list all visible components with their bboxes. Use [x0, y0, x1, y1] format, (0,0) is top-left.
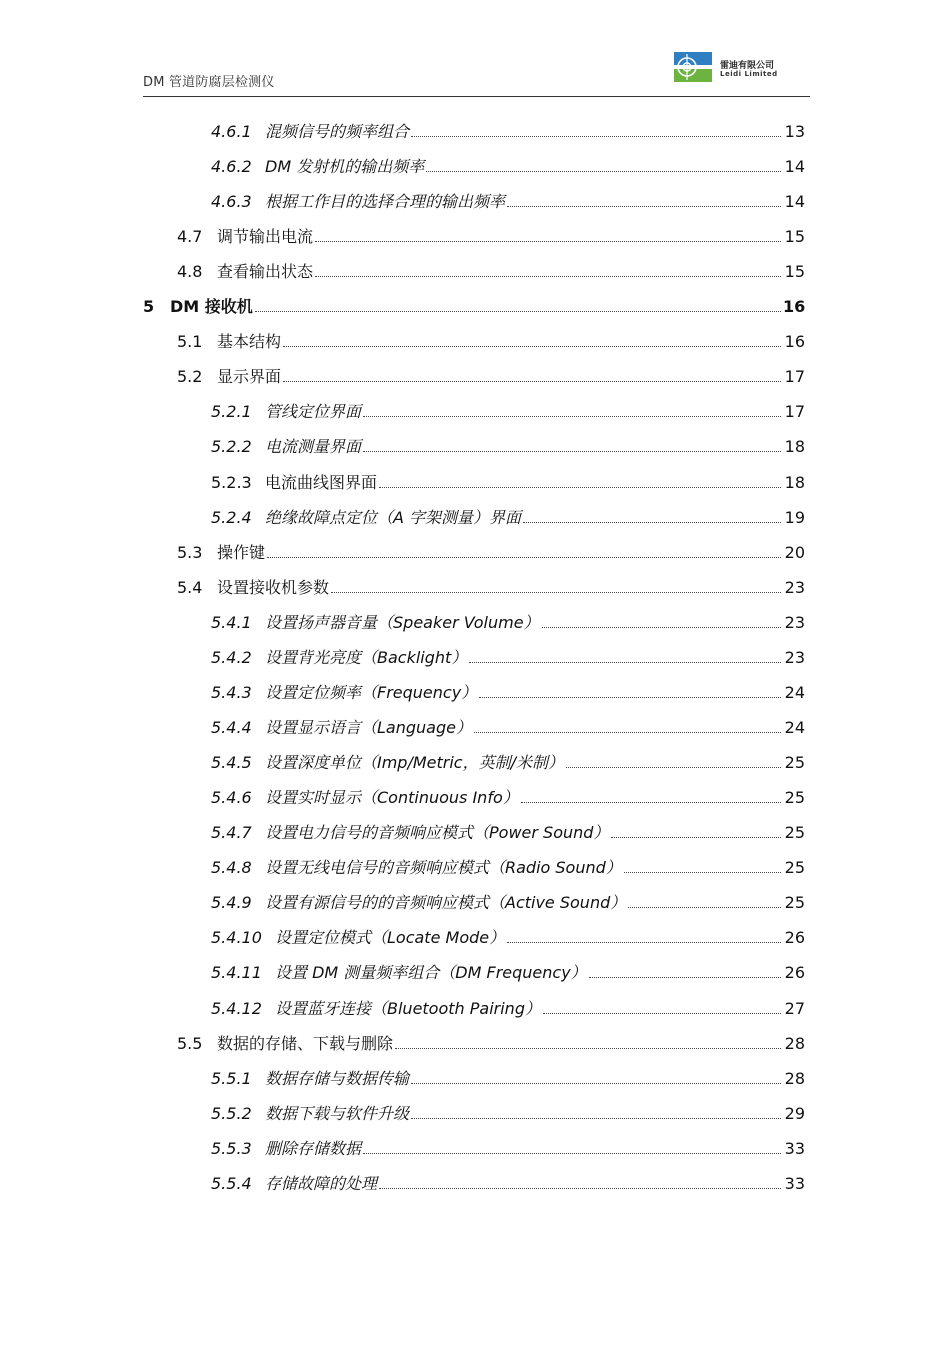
toc-number: 5.4.3	[211, 683, 252, 702]
dot-leader	[628, 906, 781, 908]
toc-title: 操作键	[217, 543, 266, 562]
toc-number: 5.2.2	[211, 437, 252, 456]
toc-title: 数据下载与软件升级	[265, 1104, 410, 1123]
dot-leader	[507, 941, 781, 943]
toc-page: 26	[784, 963, 805, 982]
toc-title: 根据工作目的选择合理的输出频率	[265, 192, 506, 211]
toc-entry[interactable]	[143, 296, 805, 318]
toc-number: 5.4.12	[211, 999, 262, 1018]
dot-leader	[379, 486, 781, 488]
toc-number: 5.4.10	[211, 928, 262, 947]
page-header	[143, 50, 810, 97]
toc-entry[interactable]	[211, 1138, 805, 1160]
toc-entry[interactable]	[211, 998, 805, 1020]
toc-number: 5.3	[177, 543, 203, 562]
toc-entry[interactable]	[177, 331, 805, 353]
toc-number: 5.2.1	[211, 402, 252, 421]
dot-leader	[411, 135, 781, 137]
toc-number: 5.4.6	[211, 788, 252, 807]
dot-leader	[589, 976, 781, 978]
dot-leader	[479, 696, 781, 698]
toc-title: 绝缘故障点定位（A 字架测量）界面	[265, 508, 522, 527]
dot-leader	[267, 556, 781, 558]
dot-leader	[283, 380, 781, 382]
dot-leader	[411, 1082, 781, 1084]
toc-page: 25	[784, 823, 805, 842]
toc-number: 5.4	[177, 578, 203, 597]
toc-number: 4.8	[177, 262, 203, 281]
toc-entry[interactable]	[177, 577, 805, 599]
logo-mark-icon	[674, 52, 712, 82]
toc-number: 4.6.1	[211, 122, 252, 141]
dot-leader	[331, 591, 781, 593]
toc-number: 5.4.1	[211, 613, 252, 632]
dot-leader	[542, 626, 781, 628]
toc-number: 5.4.5	[211, 753, 252, 772]
toc-title: 设置 DM 测量频率组合（DM Frequency）	[275, 963, 587, 982]
toc-number: 5.2	[177, 367, 203, 386]
toc-page: 25	[784, 858, 805, 877]
toc-number: 5.4.11	[211, 963, 262, 982]
toc-page: 20	[784, 543, 805, 562]
toc-entry[interactable]	[211, 1173, 805, 1195]
toc-number: 5.4.8	[211, 858, 252, 877]
logo-english-name: Leidi Limited	[720, 70, 778, 78]
toc-number: 4.6.2	[211, 157, 252, 176]
toc-entry[interactable]	[211, 962, 805, 984]
document-title: DM 管道防腐层检测仪	[143, 75, 275, 90]
toc-title: 设置深度单位（Imp/Metric，英制/米制）	[265, 753, 564, 772]
toc-page: 18	[784, 437, 805, 456]
toc-entry[interactable]	[211, 401, 805, 423]
toc-title: 设置蓝牙连接（Bluetooth Pairing）	[275, 999, 541, 1018]
toc-page: 26	[784, 928, 805, 947]
toc-page: 15	[784, 262, 805, 281]
toc-page: 14	[784, 157, 805, 176]
toc-number: 5	[143, 297, 155, 316]
toc-title: 数据存储与数据传输	[265, 1069, 410, 1088]
toc-page: 23	[784, 648, 805, 667]
toc-title: 电流曲线图界面	[265, 473, 378, 492]
toc-page: 23	[784, 578, 805, 597]
toc-page: 25	[784, 753, 805, 772]
toc-title: 查看输出状态	[217, 262, 314, 281]
dot-leader	[255, 310, 781, 312]
toc-page: 13	[784, 122, 805, 141]
dot-leader	[543, 1012, 781, 1014]
toc-entry[interactable]	[211, 156, 805, 178]
toc-number: 5.4.4	[211, 718, 252, 737]
toc-title: 设置有源信号的的音频响应模式（Active Sound）	[265, 893, 627, 912]
dot-leader	[523, 521, 781, 523]
toc-entry[interactable]	[211, 892, 805, 914]
toc-title: 删除存储数据	[265, 1139, 362, 1158]
toc-entry[interactable]	[211, 436, 805, 458]
dot-leader	[315, 275, 781, 277]
toc-number: 5.5.2	[211, 1104, 252, 1123]
toc-page: 29	[784, 1104, 805, 1123]
toc-page: 33	[784, 1139, 805, 1158]
dot-leader	[395, 1047, 781, 1049]
toc-number: 5.5.1	[211, 1069, 252, 1088]
toc-number: 5.2.3	[211, 473, 252, 492]
toc-entry[interactable]	[211, 857, 805, 879]
toc-entry[interactable]	[177, 1033, 805, 1055]
toc-page: 19	[784, 508, 805, 527]
toc-title: 数据的存储、下载与删除	[217, 1034, 394, 1053]
toc-entry[interactable]	[211, 191, 805, 213]
toc-title: 电流测量界面	[265, 437, 362, 456]
toc-number: 4.7	[177, 227, 203, 246]
toc-entry[interactable]	[211, 612, 805, 634]
toc-entry[interactable]	[211, 647, 805, 669]
toc-entry[interactable]	[177, 366, 805, 388]
toc-number: 4.6.3	[211, 192, 252, 211]
toc-page: 24	[784, 683, 805, 702]
toc-title: 调节输出电流	[217, 227, 314, 246]
toc-entry[interactable]	[211, 507, 805, 529]
toc-title: 存储故障的处理	[265, 1174, 378, 1193]
toc-entry[interactable]	[177, 261, 805, 283]
toc-title: DM 发射机的输出频率	[265, 157, 425, 176]
toc-page: 18	[784, 473, 805, 492]
toc-title: 设置定位模式（Locate Mode）	[275, 928, 506, 947]
toc-title: 设置电力信号的音频响应模式（Power Sound）	[265, 823, 610, 842]
toc-entry[interactable]	[211, 472, 805, 494]
toc-entry[interactable]	[211, 1103, 805, 1125]
toc-page: 17	[784, 402, 805, 421]
toc-title: 设置实时显示（Continuous Info）	[265, 788, 519, 807]
logo-chinese-name: 雷迪有限公司	[720, 61, 775, 71]
toc-entry[interactable]	[177, 542, 805, 564]
toc-entry[interactable]	[211, 1068, 805, 1090]
toc-title: 设置接收机参数	[217, 578, 330, 597]
toc-page: 16	[784, 332, 805, 351]
toc-page: 15	[784, 227, 805, 246]
toc-number: 5.5.3	[211, 1139, 252, 1158]
toc-number: 5.4.2	[211, 648, 252, 667]
dot-leader	[379, 1187, 781, 1189]
toc-number: 5.4.7	[211, 823, 252, 842]
toc-title: 设置定位频率（Frequency）	[265, 683, 478, 702]
toc-title: 显示界面	[217, 367, 282, 386]
dot-leader	[507, 205, 781, 207]
toc-title: 管线定位界面	[265, 402, 362, 421]
toc-title: 设置扬声器音量（Speaker Volume）	[265, 613, 540, 632]
toc-page: 28	[784, 1034, 805, 1053]
toc-title: 混频信号的频率组合	[265, 122, 410, 141]
dot-leader	[363, 450, 781, 452]
dot-leader	[363, 1152, 781, 1154]
toc-number: 5.5.4	[211, 1174, 252, 1193]
toc-page: 25	[784, 893, 805, 912]
toc-page: 27	[784, 999, 805, 1018]
toc-entry[interactable]	[211, 717, 805, 739]
toc-entry[interactable]	[211, 121, 805, 143]
toc-entry[interactable]	[211, 752, 805, 774]
toc-page: 14	[784, 192, 805, 211]
toc-page: 24	[784, 718, 805, 737]
toc-number: 5.1	[177, 332, 203, 351]
dot-leader	[363, 415, 781, 417]
dot-leader	[283, 345, 781, 347]
toc-number: 5.2.4	[211, 508, 252, 527]
dot-leader	[411, 1117, 781, 1119]
dot-leader	[426, 170, 781, 172]
dot-leader	[315, 240, 781, 242]
dot-leader	[611, 836, 781, 838]
toc-entry[interactable]	[177, 226, 805, 248]
toc-number: 5.4.9	[211, 893, 252, 912]
toc-title: 设置背光亮度（Backlight）	[265, 648, 468, 667]
dot-leader	[469, 661, 781, 663]
toc-page: 23	[784, 613, 805, 632]
toc-number: 5.5	[177, 1034, 203, 1053]
dot-leader	[474, 731, 781, 733]
toc-entry[interactable]	[211, 927, 805, 949]
toc-page: 16	[783, 297, 806, 316]
toc-page: 28	[784, 1069, 805, 1088]
dot-leader	[566, 766, 781, 768]
toc-page: 25	[784, 788, 805, 807]
dot-leader	[521, 801, 781, 803]
toc-entry[interactable]	[211, 682, 805, 704]
toc-page: 33	[784, 1174, 805, 1193]
toc-title: 基本结构	[217, 332, 282, 351]
toc-entry[interactable]	[211, 822, 805, 844]
toc-title: 设置无线电信号的音频响应模式（Radio Sound）	[265, 858, 622, 877]
toc-page: 17	[784, 367, 805, 386]
company-logo	[674, 52, 784, 82]
toc-title: DM 接收机	[170, 297, 253, 316]
toc-title: 设置显示语言（Language）	[265, 718, 472, 737]
toc-entry[interactable]	[211, 787, 805, 809]
dot-leader	[624, 871, 781, 873]
